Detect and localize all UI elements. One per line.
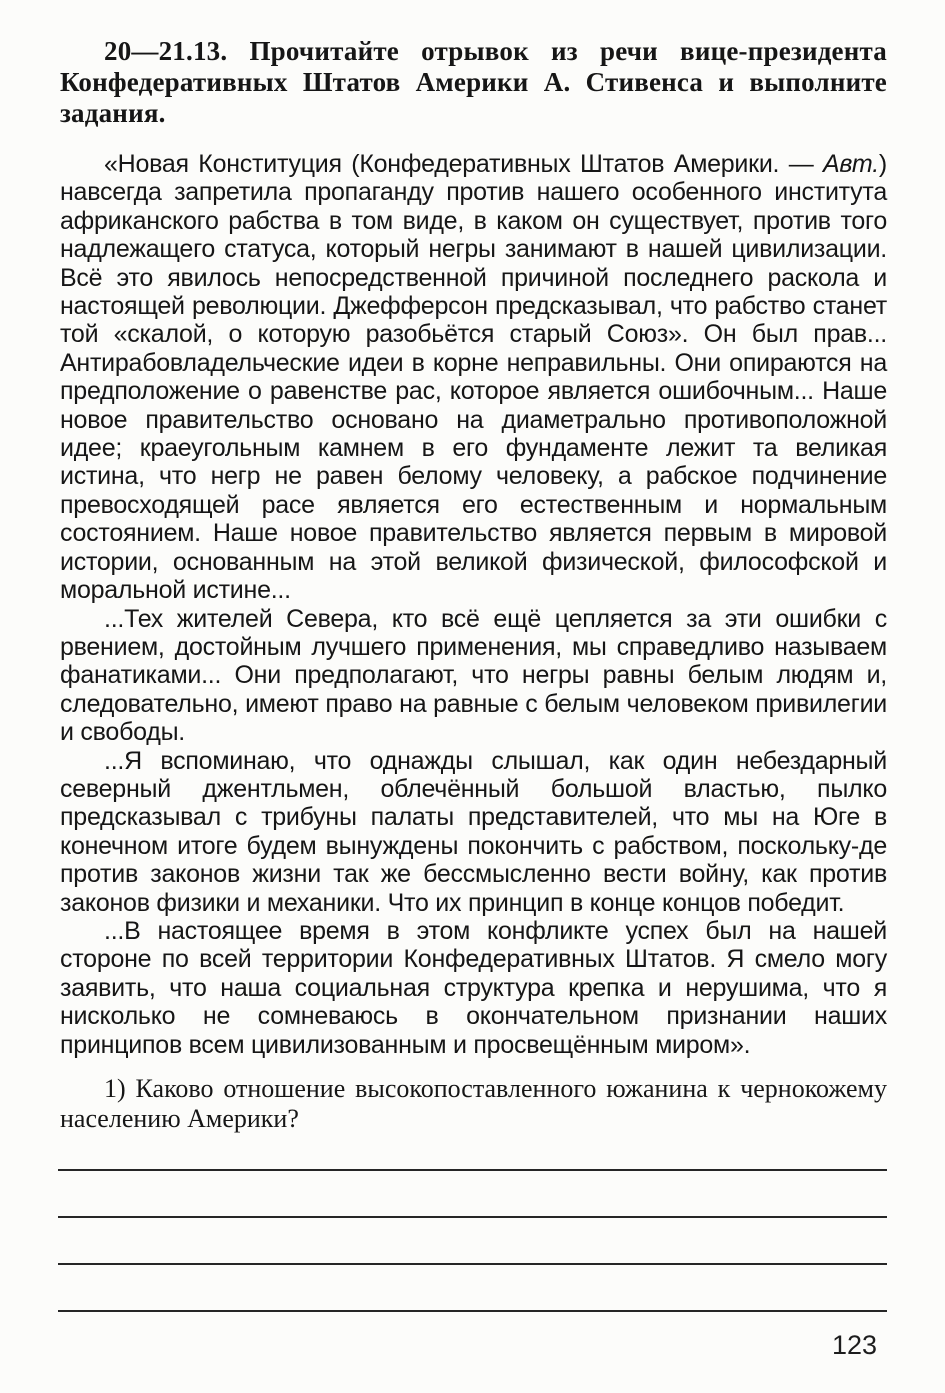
excerpt-paragraph: ...Я вспоминаю, что однажды слышал, как один небездарный северный джентльмен, облечённый большой властью, пылко предсказывал с трибуны палаты представителей, что мы на Юге в конечном итоге будем вынуждены покончить с рабством, поскольку-де против законов жизни так же бессмысленно вести войну, как против законов физики и механики. Что их принцип в конце концов победит.	[60, 746, 887, 917]
excerpt-paragraph: «Новая Конституция (Конфедеративных Штатов Америки. — Авт.) навсегда запретила пропаганду против нашего особенного института африканского рабства в том виде, в каком он существует, против того надлежащего статуса, который негры занимают в нашей цивилизации. Всё это явилось непосредственной причиной последнего раскола и настоящей революции. Джефферсон предсказывал, что рабство станет той «скалой, о которую разобьётся старый Союз». Он был прав... Антирабовладельческие идеи в корне неправильны. Они опираются на предположение о равенстве рас, которое является ошибочным... Наше новое правительство основано на диаметрально противоположной идее; краеугольным камнем в его фундаменте лежит та великая истина, что негр не равен белому человеку, а рабское подчинение превосходящей расе является его естественным и нормальным состоянием. Наше новое правительство является первым в мировой истории, основанным на этой великой физической, философской и моральной истине...	[60, 150, 887, 605]
answer-line[interactable]	[58, 1216, 887, 1218]
question-1: 1) Каково отношение высокопоставленного южанина к чернокожему населению Америки?	[60, 1074, 887, 1133]
task-heading: 20—21.13. Прочитайте отрывок из речи вице-президента Конфедеративных Штатов Америки А. Стивенса и выполните задания.	[60, 36, 887, 128]
answer-line[interactable]	[58, 1310, 887, 1312]
answer-line[interactable]	[58, 1169, 887, 1171]
answer-lines	[58, 1169, 887, 1357]
excerpt-paragraph: ...Тех жителей Севера, кто всё ещё цепляется за эти ошибки с рвением, достойным лучшего применения, мы справедливо называем фанатиками... Они предполагают, что негры равны белым людям и, следовательно, имеют право на равные с белым человеком привилегии и свободы.	[60, 604, 887, 747]
speech-excerpt	[60, 150, 887, 1059]
page-number: 123	[831, 1330, 877, 1360]
answer-line[interactable]	[58, 1263, 887, 1265]
excerpt-paragraph: ...В настоящее время в этом конфликте успех был на нашей стороне по всей территории Конфедеративных Штатов. Я смело могу заявить, что наша социальная структура крепка и нерушима, что я нисколько не сомневаюсь в окончательном признании наших принципов всем цивилизованным и просвещённым миром».	[60, 916, 887, 1059]
